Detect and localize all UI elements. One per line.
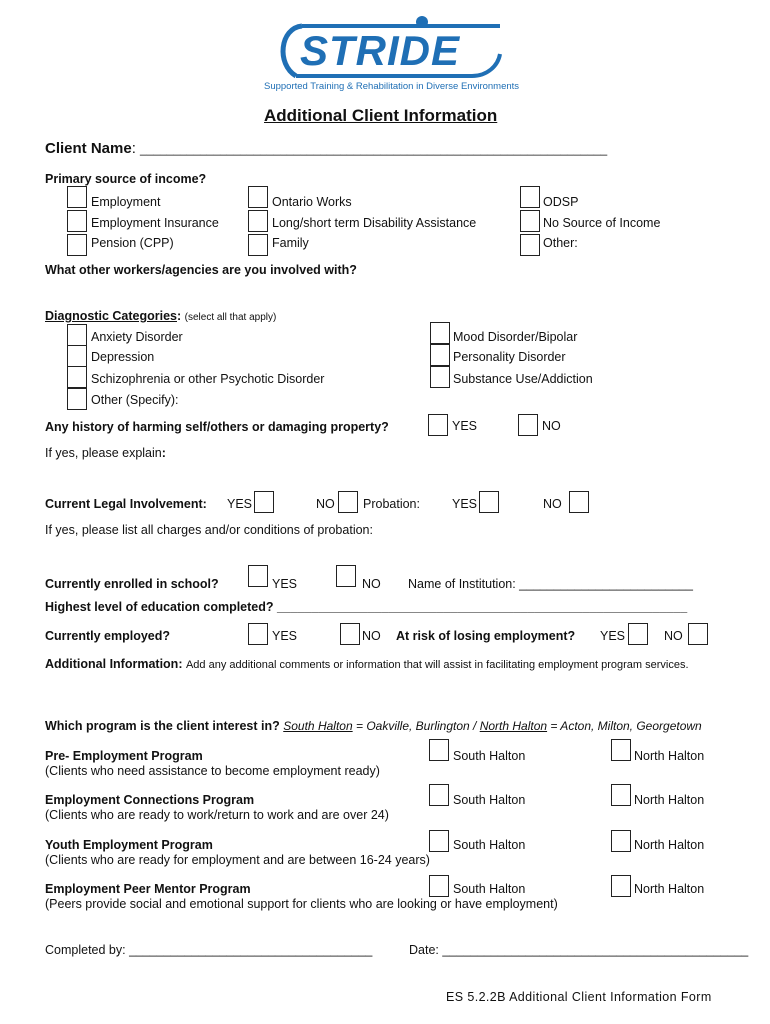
page-title: Additional Client Information xyxy=(264,106,498,125)
diagnostic-option-personality: Personality Disorder xyxy=(453,350,566,364)
school-no-label: NO xyxy=(362,577,381,591)
south-halton-definition: = Oakville, Burlington / xyxy=(352,719,480,733)
program-desc-youth-employment: (Clients who are ready for employment and are between 16-24 years) xyxy=(45,853,430,867)
additional-info-text: Add any additional comments or information that will assist in facilitating employment program services. xyxy=(185,659,689,671)
checkbox-schizophrenia[interactable] xyxy=(67,366,87,388)
education-field[interactable]: Highest level of education completed? ___________________________________________________________ xyxy=(45,600,688,614)
checkbox-employment-insurance[interactable] xyxy=(67,210,87,232)
legal-yes-label: YES xyxy=(227,497,253,511)
agencies-question: What other workers/agencies are you involved with? xyxy=(45,263,357,277)
additional-info-label: Additional Information: xyxy=(45,657,183,671)
harm-explain xyxy=(45,446,166,460)
checkbox-pension[interactable] xyxy=(67,234,87,256)
checkbox-legal-yes[interactable] xyxy=(254,491,274,513)
income-option-no-income: No Source of Income xyxy=(543,216,661,230)
peer-mentor-south-label: South Halton xyxy=(453,882,526,896)
employment-connections-north-label: North Halton xyxy=(634,793,705,807)
harm-explain-label: If yes, please explain xyxy=(45,446,162,460)
youth-employment-south-label: South Halton xyxy=(453,838,526,852)
income-option-employment: Employment xyxy=(91,195,161,209)
harm-explain-colon: : xyxy=(161,446,166,460)
checkbox-anxiety[interactable] xyxy=(67,324,87,346)
checkbox-risk-yes[interactable] xyxy=(628,623,648,645)
checkbox-youth-employment-south[interactable] xyxy=(429,830,449,852)
diagnostic-label: Diagnostic Categories xyxy=(45,309,177,323)
probation-label: Probation: xyxy=(363,497,420,511)
income-option-family: Family xyxy=(272,236,309,250)
legal-label: Current Legal Involvement: xyxy=(45,497,207,511)
diagnostic-option-mood: Mood Disorder/Bipolar xyxy=(453,330,578,344)
program-desc-pre-employment: (Clients who need assistance to become employment ready) xyxy=(45,764,380,778)
program-question-row xyxy=(45,719,702,733)
logo-tagline: Supported Training & Rehabilitation in Diverse Environments xyxy=(264,81,520,92)
checkbox-ontario-works[interactable] xyxy=(248,186,268,208)
risk-yes-label: YES xyxy=(600,629,626,643)
program-name-peer-mentor: Employment Peer Mentor Program xyxy=(45,882,251,896)
client-name-label: Client Name xyxy=(45,140,132,157)
risk-no-label: NO xyxy=(664,629,683,643)
checkbox-probation-yes[interactable] xyxy=(479,491,499,513)
date-field[interactable]: Date: ____________________________________________ xyxy=(409,943,749,957)
client-name-field[interactable]: ______________________________________________________________________ xyxy=(140,142,608,156)
employed-yes-label: YES xyxy=(272,629,298,643)
checkbox-employment-connections-north[interactable] xyxy=(611,784,631,806)
diagnostic-option-depression: Depression xyxy=(91,350,155,364)
checkbox-other-income[interactable] xyxy=(520,234,540,256)
diagnostic-option-other: Other (Specify): xyxy=(91,393,179,407)
pre-employment-north-label: North Halton xyxy=(634,749,705,763)
checkbox-substance-use[interactable] xyxy=(430,366,450,388)
checkbox-pre-employment-north[interactable] xyxy=(611,739,631,761)
checkbox-risk-no[interactable] xyxy=(688,623,708,645)
program-name-pre-employment: Pre- Employment Program xyxy=(45,749,203,763)
probation-yes-label: YES xyxy=(452,497,478,511)
checkbox-odsp[interactable] xyxy=(520,186,540,208)
checkbox-peer-mentor-south[interactable] xyxy=(429,875,449,897)
income-question: Primary source of income? xyxy=(45,172,207,186)
program-name-employment-connections: Employment Connections Program xyxy=(45,793,255,807)
employment-connections-south-label: South Halton xyxy=(453,793,526,807)
income-option-ontario-works: Ontario Works xyxy=(272,195,352,209)
institution-field[interactable]: Name of Institution: _________________________ xyxy=(408,577,693,591)
checkbox-employed-no[interactable] xyxy=(340,623,360,645)
pre-employment-south-label: South Halton xyxy=(453,749,526,763)
diagnostic-note: (select all that apply) xyxy=(184,312,277,323)
checkbox-depression[interactable] xyxy=(67,345,87,367)
program-name-youth-employment: Youth Employment Program xyxy=(45,838,213,852)
checkbox-personality-disorder[interactable] xyxy=(430,344,450,366)
diagnostic-option-substance: Substance Use/Addiction xyxy=(453,372,593,386)
checkbox-peer-mentor-north[interactable] xyxy=(611,875,631,897)
youth-employment-north-label: North Halton xyxy=(634,838,705,852)
north-halton-definition: = Acton, Milton, Georgetown xyxy=(547,719,702,733)
checkbox-no-income[interactable] xyxy=(520,210,540,232)
harm-no-label: NO xyxy=(542,419,561,433)
checkbox-family[interactable] xyxy=(248,234,268,256)
checkbox-school-no[interactable] xyxy=(336,565,356,587)
form-footer: ES 5.2.2B Additional Client Information Form xyxy=(446,990,712,1004)
client-name-row xyxy=(45,140,607,157)
north-halton-term: North Halton xyxy=(479,719,548,733)
checkbox-harm-no[interactable] xyxy=(518,414,538,436)
legal-no-label: NO xyxy=(316,497,335,511)
checkbox-harm-yes[interactable] xyxy=(428,414,448,436)
diagnostic-colon: : xyxy=(176,309,182,323)
checkbox-probation-no[interactable] xyxy=(569,491,589,513)
income-option-disability-assistance: Long/short term Disability Assistance xyxy=(272,216,477,230)
client-name-colon: : xyxy=(131,140,136,157)
program-desc-peer-mentor: (Peers provide social and emotional support for clients who are looking or have employment) xyxy=(45,897,558,911)
income-option-employment-insurance: Employment Insurance xyxy=(91,216,219,230)
checkbox-youth-employment-north[interactable] xyxy=(611,830,631,852)
program-desc-employment-connections: (Clients who are ready to work/return to work and are over 24) xyxy=(45,808,389,822)
additional-info xyxy=(45,657,689,671)
logo-wordmark: STRIDE xyxy=(300,27,461,74)
checkbox-legal-no[interactable] xyxy=(338,491,358,513)
checkbox-other-diagnostic[interactable] xyxy=(67,388,87,410)
diagnostic-option-anxiety: Anxiety Disorder xyxy=(91,330,183,344)
checkbox-mood-disorder[interactable] xyxy=(430,322,450,344)
probation-no-label: NO xyxy=(543,497,562,511)
program-question: Which program is the client interest in? xyxy=(45,719,280,733)
harm-yes-label: YES xyxy=(452,419,478,433)
harm-question: Any history of harming self/others or damaging property? xyxy=(45,420,389,434)
checkbox-school-yes[interactable] xyxy=(248,565,268,587)
employed-label: Currently employed? xyxy=(45,629,171,643)
employed-no-label: NO xyxy=(362,629,381,643)
checkbox-employment-connections-south[interactable] xyxy=(429,784,449,806)
checkbox-employed-yes[interactable] xyxy=(248,623,268,645)
checkbox-pre-employment-south[interactable] xyxy=(429,739,449,761)
diagnostic-option-schizophrenia: Schizophrenia or other Psychotic Disorder xyxy=(91,372,325,386)
diagnostic-heading xyxy=(45,309,276,323)
income-option-pension: Pension (CPP) xyxy=(91,236,174,250)
checkbox-disability-assistance[interactable] xyxy=(248,210,268,232)
south-halton-term: South Halton xyxy=(283,719,353,733)
risk-label: At risk of losing employment? xyxy=(396,629,576,643)
completed-by-field[interactable]: Completed by: ___________________________________ xyxy=(45,943,373,957)
peer-mentor-north-label: North Halton xyxy=(634,882,705,896)
income-option-other: Other: xyxy=(543,236,578,250)
school-yes-label: YES xyxy=(272,577,298,591)
stride-logo xyxy=(264,14,520,94)
legal-list-prompt: If yes, please list all charges and/or conditions of probation: xyxy=(45,523,373,537)
school-label: Currently enrolled in school? xyxy=(45,577,219,591)
checkbox-employment[interactable] xyxy=(67,186,87,208)
income-option-odsp: ODSP xyxy=(543,195,579,209)
